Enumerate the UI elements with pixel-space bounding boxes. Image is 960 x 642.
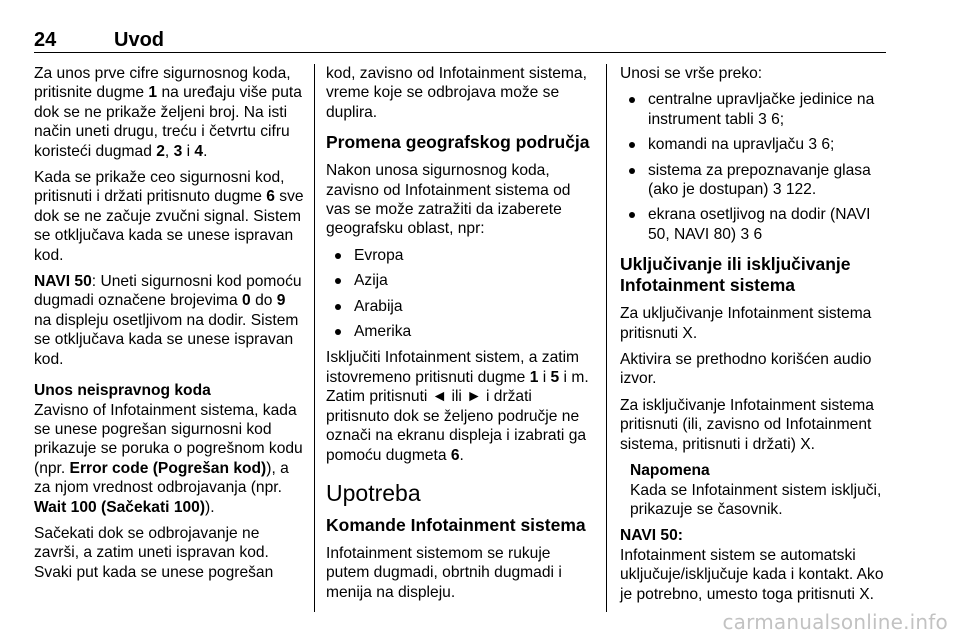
- power-icon: X: [682, 324, 693, 342]
- list-item: Azija: [326, 271, 596, 290]
- paragraph-first-digit: Za unos prve cifre sigurnosnog koda, pritisnite dugme 1 na uređaju više puta dok se ne prikaže željeni broj. Na isti način uneti drugu, treću i četvrtu cifru koristeći dugmad 2, 3 i 4.: [34, 65, 302, 160]
- column-2: [326, 64, 596, 609]
- list-item: ekrana osetljivog na dodir (NAVI 50, NAVI 80) 3 6: [620, 205, 890, 244]
- note-text: Kada se Infotainment sistem isključi, prikazuje se časovnik.: [630, 481, 882, 518]
- paragraph-duplicate-time: kod, zavisno od Infotainment sistema, vreme koje se odbrojava može se duplira.: [326, 65, 587, 121]
- subheading-navi50: NAVI 50:: [620, 527, 683, 545]
- power-icon: X: [800, 435, 811, 453]
- paragraph-full-code: Kada se prikaže ceo sigurnosni kod, pritisnuti i držati pritisnuto dugme 6 sve dok se ne začuje zvučni signal. Sistem se otključava kada se unese ispravan kod.: [34, 169, 304, 264]
- column-divider-2: [606, 64, 607, 612]
- bullet-icon: [629, 212, 635, 218]
- paragraph-navi50-auto: Infotainment sistem se automatski uključuje/isključuje kada i kontakt. Ako je potrebno, umesto toga pritisnuti X.: [620, 546, 884, 603]
- page-header: [34, 28, 886, 53]
- subheading-wrong-code: Unos neispravnog koda: [34, 382, 211, 400]
- bullet-icon: [335, 278, 341, 284]
- bullet-icon: [335, 304, 341, 310]
- heading-usage: Upotreba: [326, 479, 421, 506]
- heading-controls: Komande Infotainment sistema: [326, 514, 586, 535]
- paragraph-region-procedure: Isključiti Infotainment sistem, a zatim istovremeno pritisnuti dugme 1 i 5 i m. Zatim pritisnuti ◄ ili ► i držati pritisnuto dok se željeno područje ne označi na ekranu displeja i izabrati ga pomoću dugmeta 6.: [326, 349, 589, 464]
- mute-icon: m: [571, 368, 585, 386]
- heading-on-off: Uključivanje ili isključivanje Infotainment sistema: [620, 254, 851, 296]
- list-item: Amerika: [326, 322, 596, 341]
- list-item: Evropa: [326, 246, 596, 265]
- note-title: Napomena: [630, 462, 710, 480]
- watermark-text: carmanualsonline.info: [722, 610, 948, 634]
- paragraph-controls: Infotainment sistemom se rukuje putem dugmadi, obrtnih dugmadi i menija na displeju.: [326, 544, 562, 601]
- input-methods-list: [620, 90, 890, 244]
- list-item: Arabija: [326, 297, 596, 316]
- list-item: sistema za prepoznavanje glasa (ako je dostupan) 3 122.: [620, 161, 890, 200]
- paragraph-region-intro: Nakon unosa sigurnosnog koda, zavisno od Infotainment sistema od vas se može zatražiti da izaberete geografsku oblast, npr:: [326, 162, 571, 238]
- region-list: [326, 246, 596, 342]
- paragraph-wrong-code: Zavisno of Infotainment sistema, kada se unese pogrešan sigurnosni kod prikazuje se poruka o pogrešnom kodu (npr. Error code (Pogrešan kod)), a za njom vrednost odbrojavanja (npr. Wait 100 (Sačekati 100)).: [34, 401, 303, 516]
- list-item: komandi na upravljaču 3 6;: [620, 135, 890, 154]
- paragraph-turn-off: Za isključivanje Infotainment sistema pritisnuti (ili, zavisno od Infotainment sistema, pritisnuti i držati) X.: [620, 396, 874, 453]
- paragraph-turn-on: Za uključivanje Infotainment sistema pritisnuti X.: [620, 305, 872, 342]
- chapter-title: Uvod: [114, 29, 164, 51]
- note-box: [620, 461, 890, 519]
- paragraph-audio-source: Aktivira se prethodno korišćen audio izvor.: [620, 351, 872, 388]
- paragraph-navi50-code: NAVI 50: Uneti sigurnosni kod pomoću dugmadi označene brojevima 0 do 9 na displeju osetljivom na dodir. Sistem se otključava kada se unese ispravan kod.: [34, 273, 302, 368]
- bullet-icon: [335, 253, 341, 259]
- bullet-icon: [629, 97, 635, 103]
- page-number: 24: [34, 29, 57, 51]
- bullet-icon: [335, 329, 341, 335]
- column-divider-1: [314, 64, 315, 612]
- paragraph-wait: Sačekati dok se odbrojavanje ne završi, a zatim uneti ispravan kod. Svaki put kada se unese pogrešan: [34, 524, 274, 581]
- column-3: [620, 64, 890, 611]
- heading-region-change: Promena geografskog područja: [326, 132, 590, 153]
- paragraph-inputs-intro: Unosi se vrše preko:: [620, 65, 763, 82]
- bullet-icon: [629, 168, 635, 174]
- list-item: centralne upravljačke jedinice na instrument tabli 3 6;: [620, 90, 890, 129]
- power-icon: X: [859, 585, 870, 603]
- bullet-icon: [629, 142, 635, 148]
- column-1: [34, 64, 306, 589]
